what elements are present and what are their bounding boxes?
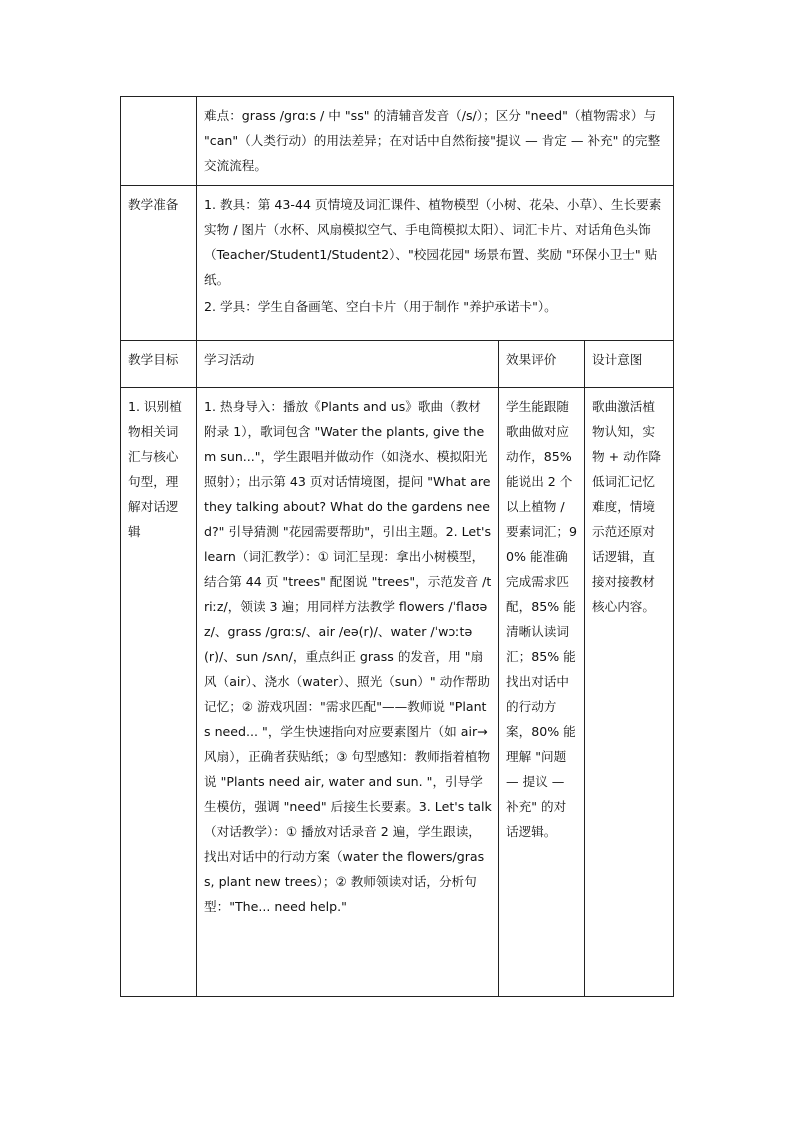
empty-label-cell [121,97,197,186]
student-tools-text: 2. 学具：学生自备画笔、空白卡片（用于制作 "养护承诺卡"）。 [204,299,557,314]
preparation-label: 教学准备 [121,186,197,341]
design-cell: 歌曲激活植物认知，实物 + 动作降低词汇记忆难度，情境示范还原对话逻辑，直接对接教材核心内容。 [585,388,674,997]
header-row [121,341,674,388]
teacher-tools-text: 1. 教具：第 43-44 页情境及词汇课件、植物模型（小树、花朵、小草）、生长要素实物 / 图片（水杯、风扇模拟空气、手电筒模拟太阳）、词汇卡片、对话角色头饰（Teacher/Student1/Student2）、"校园花园" 场景布置、奖励 "环保小卫士" 贴纸。 [204,197,662,287]
lesson-plan-table [120,96,674,997]
difficulty-text: 难点：grass /grɑːs / 中 "ss" 的清辅音发音（/s/）；区分 "need"（植物需求）与 "can"（人类行动）的用法差异；在对话中自然衔接"提议 — 肯定 — 补充" 的完整交流流程。 [204,108,661,173]
preparation-cell [197,186,674,341]
header-evaluation: 效果评价 [499,341,585,388]
header-design: 设计意图 [585,341,674,388]
header-objective: 教学目标 [121,341,197,388]
difficulty-cell [197,97,674,186]
preparation-row [121,186,674,341]
difficulty-row [121,97,674,186]
activity-cell: 1. 热身导入：播放《Plants and us》歌曲（教材附录 1），歌词包含 "Water the plants, give them sun..."，学生跟唱并做动作（如浇水、模拟阳光照射）；出示第 43 页对话情境图，提问 "What are they talking about? What do the gardens need?" 引导猜测 "花园需要帮助"，引出主题。2. Let's learn（词汇教学）：① 词汇呈现：拿出小树模型，结合第 44 页 "trees" 配图说 "trees"，示范发音 /triːz/，领读 3 遍；用同样方法教学 flowers /ˈflaʊəz/、grass /ɡrɑːs/、air /eə(r)/、water /ˈwɔːtə(r)/、sun /sʌn/，重点纠正 grass 的发音，用 "扇风（air）、浇水（water）、照光（sun）" 动作帮助记忆；② 游戏巩固："需求匹配"——教师说 "Plants need... "，学生快速指向对应要素图片（如 air→风扇），正确者获贴纸；③ 句型感知：教师指着植物说 "Plants need air, water and sun. "，引导学生模仿，强调 "need" 后接生长要素。3. Let's talk（对话教学）：① 播放对话录音 2 遍，学生跟读，找出对话中的行动方案（water the flowers/grass, plant new trees）；② 教师领读对话，分析句型："The... need help." [197,388,499,997]
activity-row [121,388,674,997]
objective-cell: 1. 识别植物相关词汇与核心句型，理解对话逻辑 [121,388,197,997]
evaluation-cell: 学生能跟随歌曲做对应动作，85% 能说出 2 个以上植物 / 要素词汇；90% 能准确完成需求匹配，85% 能清晰认读词汇；85% 能找出对话中的行动方案，80% 能理解 "问题 — 提议 — 补充" 的对话逻辑。 [499,388,585,997]
header-activity: 学习活动 [197,341,499,388]
